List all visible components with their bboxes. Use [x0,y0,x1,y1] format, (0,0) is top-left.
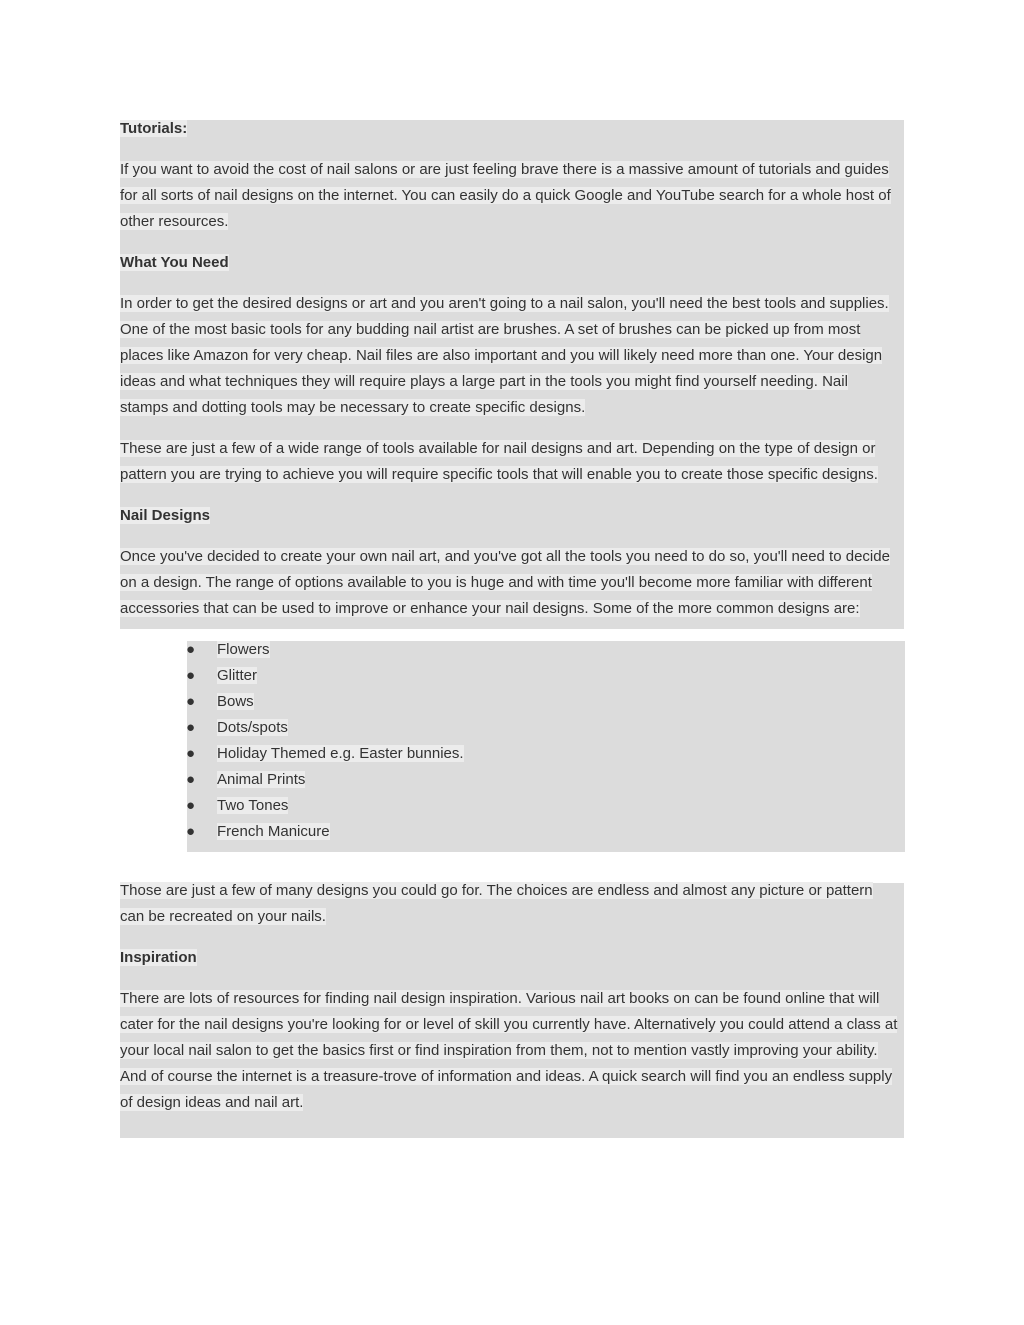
list-item: Bows [217,693,254,710]
paragraph-line: cater for the nail designs you're looking for or level of skill you currently have. Alternatively you could attend a class at [120,1016,898,1033]
list-item: Glitter [217,667,258,684]
paragraph-line: of design ideas and nail art. [120,1094,304,1111]
paragraph-line: Once you've decided to create your own nail art, and you've got all the tools you need to do so, you'll need to decide [120,548,890,565]
paragraph-line: pattern you are trying to achieve you will require specific tools that will enable you to create those specific designs. [120,466,878,483]
bullet-icon: ● [186,797,196,814]
bullet-icon: ● [186,667,196,684]
paragraph-line: other resources. [120,213,229,230]
paragraph-line: on a design. The range of options available to you is huge and with time you'll become more familiar with different [120,574,872,591]
paragraph-line: And of course the internet is a treasure-trove of information and ideas. A quick search will find you an endless supply [120,1068,893,1085]
list-item: Holiday Themed e.g. Easter bunnies. [217,745,464,762]
heading-inspiration: Inspiration [120,949,197,966]
paragraph-line: Those are just a few of many designs you could go for. The choices are endless and almost any picture or pattern [120,882,873,899]
paragraph-line: stamps and dotting tools may be necessary to create specific designs. [120,399,586,416]
heading-nail-designs: Nail Designs [120,507,211,524]
paragraph-line: There are lots of resources for finding nail design inspiration. Various nail art books on can be found online that will [120,990,880,1007]
paragraph-line: These are just a few of a wide range of tools available for nail designs and art. Depending on the type of design or [120,440,876,457]
paragraph-line: for all sorts of nail designs on the internet. You can easily do a quick Google and YouTube search for a whole host of [120,187,891,204]
list-item: French Manicure [217,823,330,840]
bullet-icon: ● [186,771,196,788]
list-item: Animal Prints [217,771,306,788]
paragraph-line: accessories that can be used to improve or enhance your nail designs. Some of the more common designs are: [120,600,860,617]
list-item: Dots/spots [217,719,288,736]
paragraph-line: If you want to avoid the cost of nail salons or are just feeling brave there is a massive amount of tutorials and guides [120,161,889,178]
heading-tutorials: Tutorials: [120,120,188,137]
paragraph-line: ideas and what techniques they will require plays a large part in the tools you might find yourself needing. Nail [120,373,848,390]
paragraph-line: In order to get the desired designs or art and you aren't going to a nail salon, you'll need the best tools and supplies. [120,295,889,312]
bullet-icon: ● [186,693,196,710]
bullet-icon: ● [186,641,196,658]
paragraph-line: your local nail salon to get the basics first or find inspiration from them, not to mention vastly improving your ability. [120,1042,878,1059]
bullet-icon: ● [186,719,196,736]
paragraph-line: can be recreated on your nails. [120,908,326,925]
paragraph-line: places like Amazon for very cheap. Nail files are also important and you will likely need more than one. Your design [120,347,883,364]
paragraph-line: One of the most basic tools for any budding nail artist are brushes. A set of brushes can be picked up from most [120,321,861,338]
bullet-icon: ● [186,823,196,840]
list-item: Flowers [217,641,270,658]
heading-what-you-need: What You Need [120,254,229,271]
bullet-icon: ● [186,745,196,762]
list-item: Two Tones [217,797,289,814]
